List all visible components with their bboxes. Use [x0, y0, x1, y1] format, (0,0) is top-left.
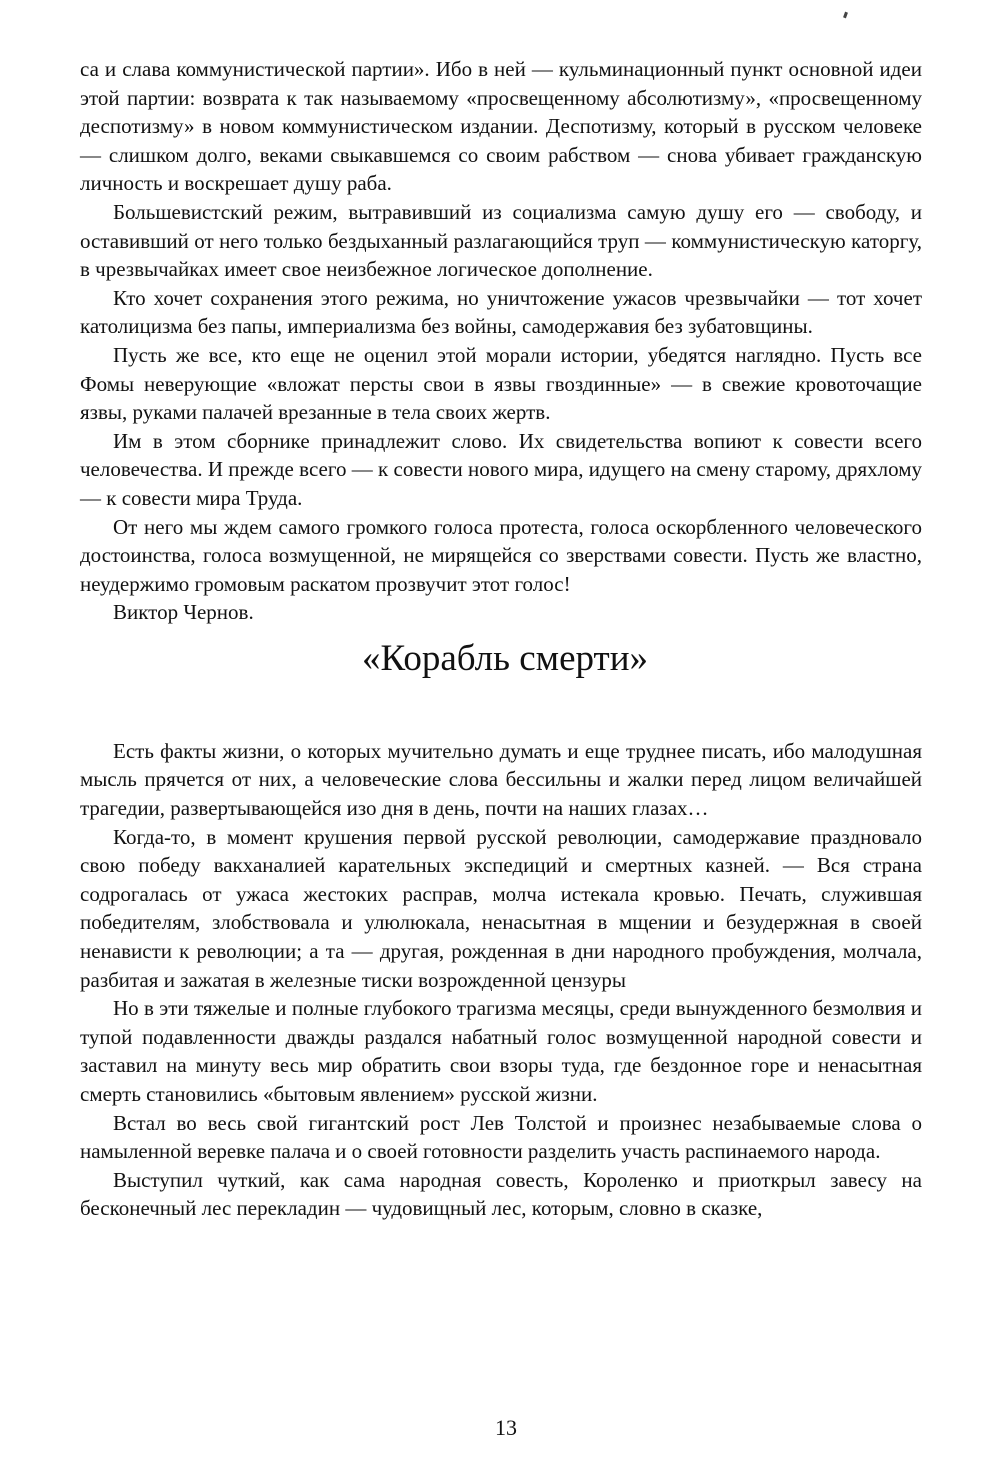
paragraph: Пусть же все, кто еще не оценил этой морали истории, убедятся наглядно. Пусть все Фомы неверующие «вложат персты свои в язвы гвоздинные» — в свежие кровоточащие язвы, руками палачей врезанные в тела своих жертв. [80, 342, 922, 425]
author-signature: Виктор Чернов. [113, 600, 254, 625]
page-number: 13 [495, 1415, 517, 1440]
paragraph: Выступил чуткий, как сама народная совесть, Короленко и приоткрыл завесу на бесконечный лес перекладин — чудовищный лес, которым, словно в сказке, [80, 1167, 922, 1221]
paragraph-continuation: са и слава коммунистической партии». Ибо в ней — кульминационный пункт основной идеи этой партии: возврата к так называемому «просвещенному абсолютизму», «просвещенному деспотизму» в новом коммунистическом издании. Деспотизму, который в русском человеке — слишком долго, веками свыкавшемся со своим рабством — снова убивает гражданскую личность и воскрешает душу раба. [80, 57, 922, 196]
paragraph: Встал во весь свой гигантский рост Лев Толстой и произнес незабываемые слова о намыленной веревке палача и о своей готовности разделить участь распинаемого народа. [80, 1110, 922, 1164]
paragraph: Им в этом сборнике принадлежит слово. Их свидетельства вопиют к совести всего человечества. И прежде всего — к совести нового мира, идущего на смену старому, дряхлому — к совести мира Труда. [80, 428, 922, 510]
paragraph: Когда-то, в момент крушения первой русской революции, самодержавие праздновало свою победу вакханалией карательных экспедиций и смертных казней. — Вся страна содрогалась от ужаса жестоких расправ, молча истекала кровью. Печать, служившая победителям, злобствовала и улюлюкала, ненасытная в мщении и безудержная в своей ненависти к революции; а та — другая, рожденная в дни народного пробуждения, молчала, разбитая и зажатая в железные тиски возрожденной цензуры [80, 824, 922, 992]
paragraph: От него мы ждем самого громкого голоса протеста, голоса оскорбленного человеческого достоинства, голоса возмущенной, не мирящейся со зверствами совести. Пусть же властно, неудержимо громовым раскатом прозвучит этот голос! [80, 514, 922, 596]
paragraph: Большевистский режим, вытравивший из социализма самую душу его — свободу, и оставивший от него только бездыханный разлагающийся труп — коммунистическую каторгу, в чрезвычайках имеет свое неизбежное логическое дополнение. [80, 199, 922, 282]
page-body [80, 55, 922, 1223]
paragraph: Есть факты жизни, о которых мучительно думать и еще труднее писать, ибо малодушная мысль прячется от них, а человеческие слова бессильны и жалки перед лицом величайшей трагедии, развертывающейся изо дня в день, почти на наших глазах… [80, 738, 922, 821]
paragraph: Кто хочет сохранения этого режима, но уничтожение ужасов чрезвычайки — тот хочет католицизма без папы, империализма без войны, самодержавия без зубатовщины. [80, 285, 922, 339]
paragraph: Но в эти тяжелые и полные глубокого трагизма месяцы, среди вынужденного безмолвия и тупой подавленности дважды раздался набатный голос возмущенной народной совести и заставил на минуту весь мир обратить свои взоры туда, где бездонное горе и ненасытная смерть становились «бытовым явлением» русской жизни. [80, 996, 922, 1106]
scan-speck [843, 12, 848, 19]
section-title: «Корабль смерти» [362, 637, 648, 679]
